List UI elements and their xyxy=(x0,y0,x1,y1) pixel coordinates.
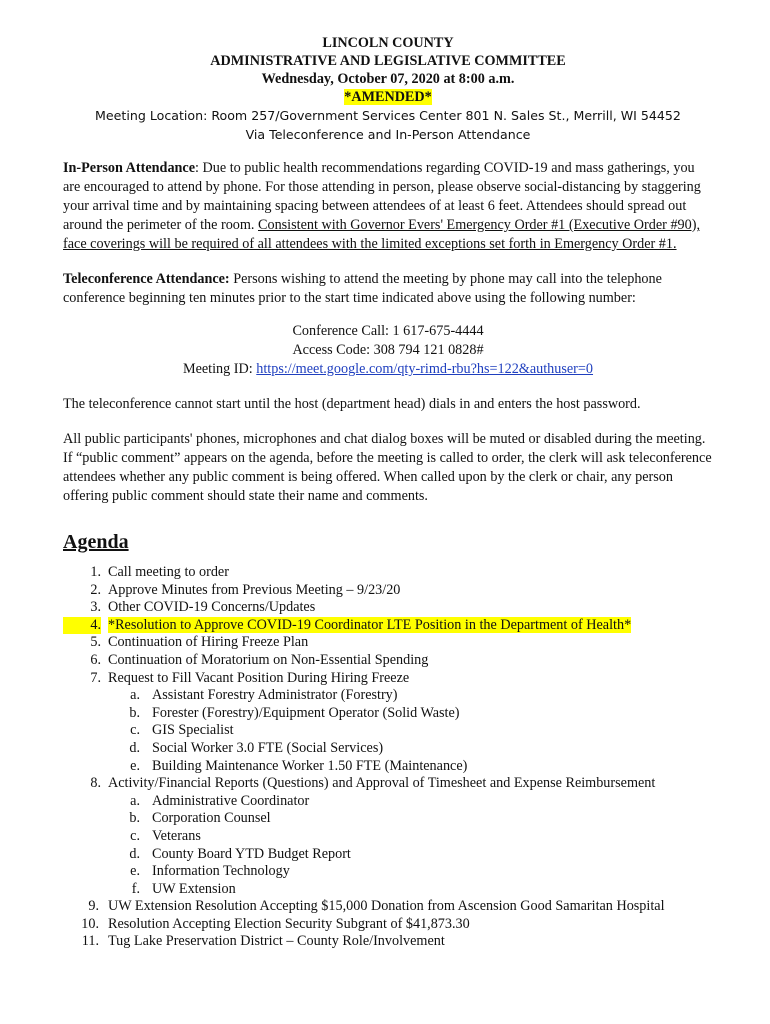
agenda-subitem: e. Information Technology xyxy=(130,863,290,880)
agenda-subitem: c. Veterans xyxy=(130,827,201,844)
meeting-date: Wednesday, October 07, 2020 at 8:00 a.m. xyxy=(261,71,515,87)
agenda-item: 1. Call meeting to order xyxy=(90,564,229,580)
conference-call-number: Conference Call: 1 617-675-4444 xyxy=(292,323,484,339)
agenda-item: 2. Approve Minutes from Previous Meeting – 9/23/20 xyxy=(90,581,401,598)
agenda-item: 7. Request to Fill Vacant Position During Hiring Freeze a. Assistant Forestry Administrator (Forestry) b. Forester (Forestry)/Equipment Operator (Solid Waste) c. GIS Specialist d. Social Worker 3.0 FTE (Social Services) e. Building Maintenance Worker 1.50 FTE (Maintenance) xyxy=(63,670,713,776)
agenda-item: 8. Activity/Financial Reports (Questions) and Approval of Timesheet and Expense Reimbursement a. Administrative Coordinator b. Corporation Counsel c. Veterans d. County Board YTD Budget Report e. Information Technology f. UW Extension xyxy=(63,775,713,898)
meeting-id: Meeting ID: https://meet.google.com/qty-rimd-rbu?hs=122&authuser=0 xyxy=(182,361,594,377)
meeting-location: Meeting Location: Room 257/Government Services Center 801 N. Sales St., Merrill, WI 54452 xyxy=(95,108,681,123)
agenda-item: 5. Continuation of Hiring Freeze Plan xyxy=(90,634,309,651)
agenda-item: 9. UW Extension Resolution Accepting $15,000 Donation from Ascension Good Samaritan Hospital xyxy=(88,898,665,915)
agenda-sublist xyxy=(108,793,713,899)
agenda-list xyxy=(63,564,713,951)
access-code: Access Code: 308 794 121 0828# xyxy=(292,342,484,358)
amended-label: *AMENDED* xyxy=(344,89,432,105)
agenda-title: Agenda xyxy=(63,531,129,553)
agenda-item: 11. Tug Lake Preservation District – County Role/Involvement xyxy=(81,933,445,950)
emergency-order-text: Consistent with Governor Evers' Emergency Order #1 (Executive Order #90), xyxy=(258,217,700,233)
document-page xyxy=(63,34,713,951)
agenda-subitem: a. Administrative Coordinator xyxy=(130,792,310,809)
agenda-item-highlighted: 4. *Resolution to Approve COVID-19 Coordinator LTE Position in the Department of Health* xyxy=(63,617,713,635)
agenda-subitem: d. Social Worker 3.0 FTE (Social Services) xyxy=(129,739,384,756)
teleconference-label: Teleconference Attendance: xyxy=(63,271,230,287)
county-name: LINCOLN COUNTY xyxy=(322,35,454,51)
attendance-mode: Via Teleconference and In-Person Attendance xyxy=(245,127,531,142)
agenda-sublist xyxy=(108,687,713,775)
in-person-paragraph: In-Person Attendance: Due to public health recommendations regarding COVID-19 and mass gatherings, you are encouraged to attend by phone. For those attending in person, please observe social-distancing by staggering your arrival time and by maintaining spacing between attendees of at least 6 feet. Attendees should spread out around the perimeter of the room. Consistent with Governor Evers' Emergency Order #1 (Executive Order #90), face coverings will be required of all attendees with the limited exceptions set forth in Emergency Order #1. xyxy=(63,160,701,252)
document-header xyxy=(63,34,713,106)
public-participation-note: All public participants' phones, microphones and chat dialog boxes will be muted or disabled during the meeting. If “public comment” appears on the agenda, before the meeting is called to order, the clerk will ask teleconference attendees whether any public comment is being offered. When called upon by the clerk or chair, any person offering public comment should state their name and comments. xyxy=(63,431,712,504)
agenda-subitem: b. Corporation Counsel xyxy=(129,810,271,827)
in-person-label: In-Person Attendance xyxy=(63,160,196,176)
agenda-item: 6. Continuation of Moratorium on Non-Essential Spending xyxy=(90,651,429,668)
meeting-link[interactable]: https://meet.google.com/qty-rimd-rbu?hs=122&authuser=0 xyxy=(256,361,594,377)
call-details xyxy=(63,322,713,379)
face-covering-text: face coverings will be required of all attendees with the limited exceptions set forth in Emergency Order #1. xyxy=(63,236,677,252)
teleconference-paragraph: Teleconference Attendance: Persons wishing to attend the meeting by phone may call into the telephone conference beginning ten minutes prior to the start time indicated above using the following number: xyxy=(63,271,662,306)
host-note: The teleconference cannot start until the host (department head) dials in and enters the host password. xyxy=(63,396,641,412)
agenda-subitem: c. GIS Specialist xyxy=(130,722,234,739)
agenda-subitem: d. County Board YTD Budget Report xyxy=(129,845,351,862)
committee-name: ADMINISTRATIVE AND LEGISLATIVE COMMITTEE xyxy=(210,53,566,69)
agenda-subitem: e. Building Maintenance Worker 1.50 FTE (Maintenance) xyxy=(130,757,468,774)
agenda-subitem: b. Forester (Forestry)/Equipment Operator (Solid Waste) xyxy=(129,704,460,721)
agenda-item: 3. Other COVID-19 Concerns/Updates xyxy=(90,599,316,616)
agenda-subitem: a. Assistant Forestry Administrator (Forestry) xyxy=(130,687,398,704)
agenda-item: 10. Resolution Accepting Election Security Subgrant of $41,873.30 xyxy=(81,915,470,932)
agenda-subitem: f. UW Extension xyxy=(131,880,236,897)
